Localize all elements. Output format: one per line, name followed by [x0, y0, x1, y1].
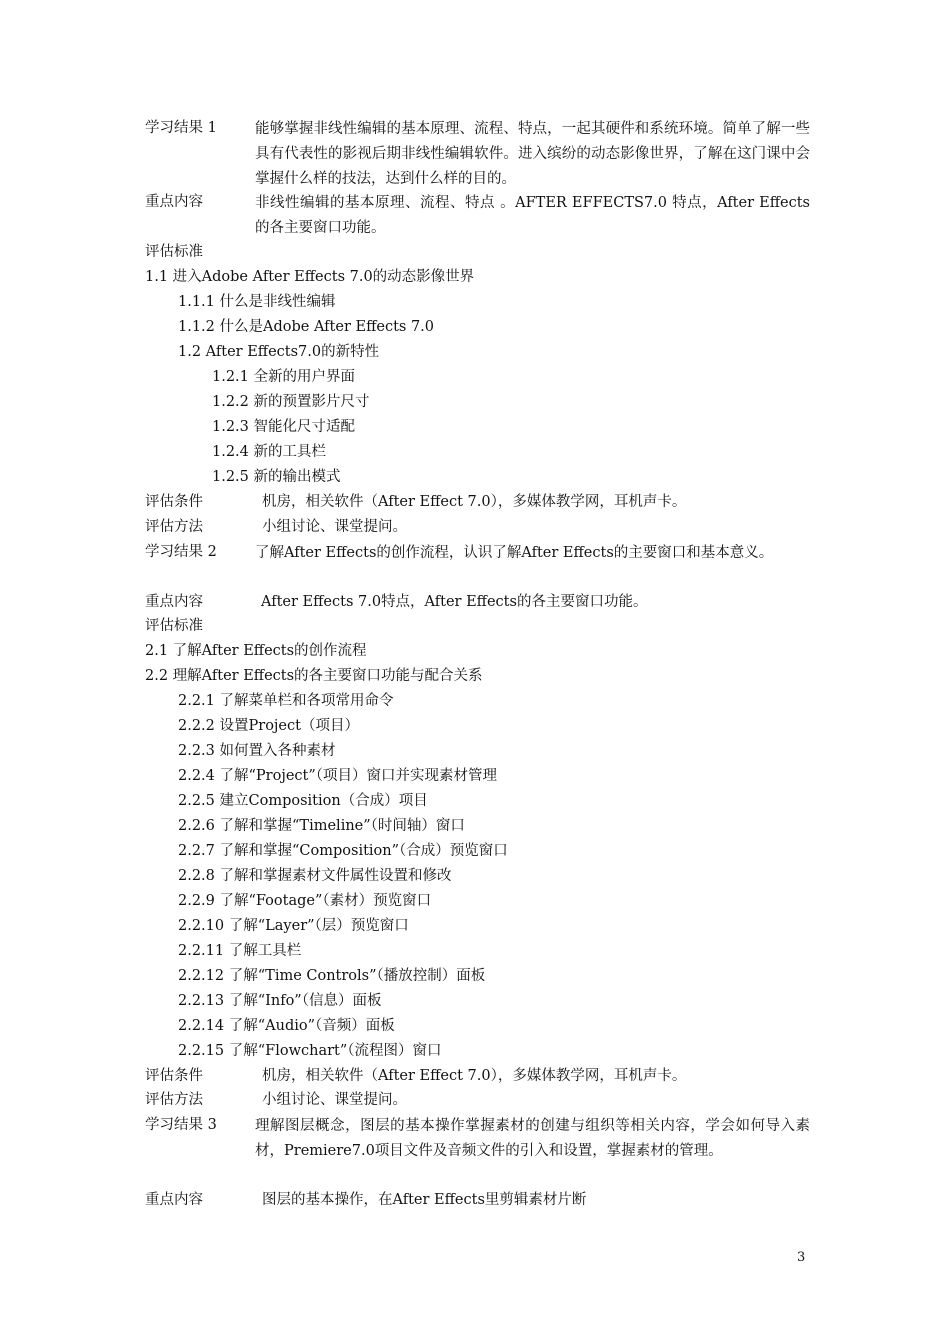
outcome3-key-row	[145, 1188, 815, 1212]
outcome1-item: 1.2 After Effects7.0的新特性	[178, 344, 380, 360]
outcome2-item: 2.1 了解After Effects的创作流程	[145, 643, 367, 659]
outcome1-item: 1.2.3 智能化尺寸适配	[212, 419, 356, 435]
outcome1-item: 1.1.1 什么是非线性编辑	[178, 294, 336, 310]
outcome1-criteria-label: 评估标准	[145, 244, 203, 260]
page-number: 3	[797, 1250, 806, 1265]
outcome2-method-text: 小组讨论、课堂提问。	[262, 1092, 407, 1108]
outcome2-item: 2.2.13 了解“Info”（信息）面板	[178, 993, 382, 1009]
outcome2-method-label: 评估方法	[145, 1092, 203, 1108]
outcome2-text: 了解After Effects的创作流程，认识了解After Effects的主要窗口和基本意义。	[255, 545, 774, 561]
outcome2-item: 2.2.10 了解“Layer”（层）预览窗口	[178, 918, 409, 934]
outcome2-item: 2.2.12 了解“Time Controls”（播放控制）面板	[178, 968, 486, 984]
outcome2-condition-text: 机房，相关软件（After Effect 7.0），多媒体教学网，耳机声卡。	[262, 1068, 687, 1084]
outcome2-item: 2.2.9 了解“Footage”（素材）预览窗口	[178, 893, 432, 909]
outcome3-text: 理解图层概念，图层的基本操作掌握素材的创建与组织等相关内容，学会如何导入素材，Premiere7.0项目文件及音频文件的引入和设置，掌握素材的管理。	[255, 1118, 810, 1159]
outcome2-label: 学习结果 2	[145, 544, 217, 560]
outcome1-item: 1.2.1 全新的用户界面	[212, 369, 356, 385]
outcome2-item: 2.2.3 如何置入各种素材	[178, 743, 336, 759]
outcome1-condition-label: 评估条件	[145, 494, 203, 510]
outcome1-item: 1.1.2 什么是Adobe After Effects 7.0	[178, 319, 435, 335]
outcome2-item: 2.2.5 建立Composition（合成）项目	[178, 793, 428, 809]
outcome2-criteria-label: 评估标准	[145, 618, 203, 634]
outcome2-item: 2.2.11 了解工具栏	[178, 943, 302, 959]
outcome1-condition-text: 机房，相关软件（After Effect 7.0），多媒体教学网，耳机声卡。	[262, 494, 687, 510]
outcome2-item: 2.2.6 了解和掌握“Timeline”（时间轴）窗口	[178, 818, 465, 834]
outcome3-key-text: 图层的基本操作，在After Effects里剪辑素材片断	[262, 1192, 587, 1208]
outcome1-method-text: 小组讨论、课堂提问。	[262, 519, 407, 535]
outcome2-item: 2.2.2 设置Project（项目）	[178, 718, 359, 734]
outcome1-method-row	[145, 515, 815, 539]
outcome2-item: 2.2.14 了解“Audio”（音频）面板	[178, 1018, 395, 1034]
outcome2-key-label: 重点内容	[145, 594, 203, 610]
outcome1-item: 1.2.2 新的预置影片尺寸	[212, 394, 370, 410]
outcome1-item: 1.2.5 新的输出模式	[212, 469, 341, 485]
outcome1-key-text: 非线性编辑的基本原理、流程、特点 。AFTER EFFECTS7.0 特点，After Effects的各主要窗口功能。	[255, 195, 810, 236]
outcome1-condition-row	[145, 490, 815, 514]
outcome2-item: 2.2.8 了解和掌握素材文件属性设置和修改	[178, 868, 452, 884]
outcome2-item: 2.2 理解After Effects的各主要窗口功能与配合关系	[145, 668, 483, 684]
outcome1-method-label: 评估方法	[145, 519, 203, 535]
outcome2-item: 2.2.7 了解和掌握“Composition”（合成）预览窗口	[178, 843, 508, 859]
outcome2-item: 2.2.15 了解“Flowchart”（流程图）窗口	[178, 1043, 442, 1059]
outcome2-method-row	[145, 1088, 815, 1112]
outcome1-text: 能够掌握非线性编辑的基本原理、流程、特点，一起其硬件和系统环境。简单了解一些具有代表性的影视后期非线性编辑软件。进入缤纷的动态影像世界，了解在这门课中会掌握什么样的技法，达到什么样的目的。	[255, 121, 810, 187]
outcome2-condition-label: 评估条件	[145, 1068, 203, 1084]
outcome1-key-label: 重点内容	[145, 194, 203, 210]
outcome3-key-label: 重点内容	[145, 1192, 203, 1208]
outcome2-key-row	[145, 590, 815, 614]
outcome3-label: 学习结果 3	[145, 1117, 217, 1133]
outcome1-label: 学习结果 1	[145, 120, 217, 136]
outcome2-key-text: After Effects 7.0特点，After Effects的各主要窗口功能。	[261, 594, 648, 610]
outcome1-item: 1.2.4 新的工具栏	[212, 444, 327, 460]
outcome1-item: 1.1 进入Adobe After Effects 7.0的动态影像世界	[145, 269, 475, 285]
outcome2-condition-row	[145, 1064, 815, 1088]
outcome2-item: 2.2.4 了解“Project”（项目）窗口并实现素材管理	[178, 768, 498, 784]
outcome2-item: 2.2.1 了解菜单栏和各项常用命令	[178, 693, 394, 709]
